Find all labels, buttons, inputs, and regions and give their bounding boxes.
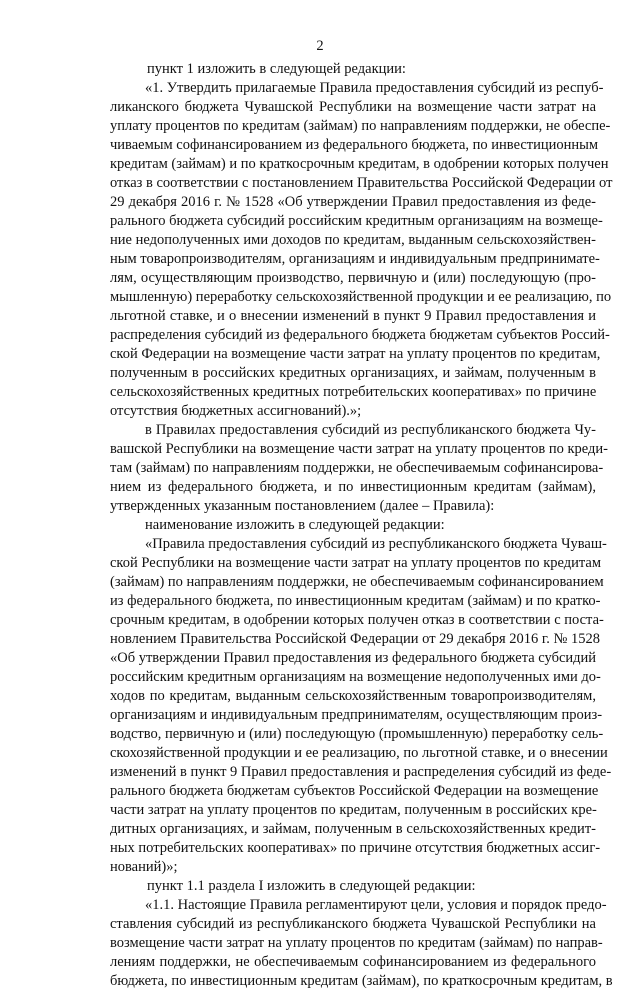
- text-line: новлением Правительства Российской Федерации от 29 декабря 2016 г. № 1528: [110, 631, 600, 647]
- text-line: там (займам) по направлениям поддержки, не обеспечиваемым софинансирова-: [110, 460, 604, 476]
- text-line: отказ в соответствии с постановлением Правительства Российской Федерации от: [110, 175, 613, 191]
- text-line: возмещение части затрат на уплату процентов по кредитам (займам) по направ-: [110, 935, 603, 951]
- text-line: мышленную) переработку сельскохозяйственной продукции и ее реализацию, по: [110, 289, 612, 305]
- text-line: нием из федерального бюджета, и по инвестиционным кредитам (займам),: [110, 479, 596, 495]
- text-line: в Правилах предоставления субсидий из республиканского бюджета Чу-: [145, 422, 596, 438]
- text-line: лениям поддержки, не обеспечиваемым софинансированием из федерального: [110, 954, 596, 970]
- page-number: 2: [316, 38, 324, 54]
- text-line: пункт 1.1 раздела I изложить в следующей редакции:: [147, 878, 476, 894]
- text-line: ние недополученных ими доходов по кредитам, выданным сельскохозяйствен-: [110, 232, 596, 248]
- text-line: (займам) по направлениям поддержки, не обеспечиваемым софинансированием: [110, 574, 604, 590]
- text-line: «Об утверждении Правил предоставления из федерального бюджета субсидий: [110, 650, 597, 666]
- text-line: организациям и индивидуальным предпринимателям, осуществляющим произ-: [110, 707, 603, 723]
- paragraph: [110, 535, 612, 877]
- text-line: срочным кредитам, в одобрении которых получен отказ в соответствии с поста-: [110, 612, 604, 628]
- text-line: нований)»;: [110, 859, 178, 875]
- paragraph: [110, 421, 608, 516]
- text-line: пункт 1 изложить в следующей редакции:: [147, 61, 406, 77]
- paragraph: [110, 60, 596, 79]
- paragraph: [110, 516, 596, 535]
- text-line: уплату процентов по кредитам (займам) по направлениям поддержки, не обеспе-: [110, 118, 611, 134]
- text-line: чиваемым софинансированием из федерального бюджета, по инвестиционным: [110, 137, 599, 153]
- text-line: льготной ставке, и о внесении изменений в пункт 9 Правил предоставления и: [110, 308, 596, 324]
- text-line: рального бюджета бюджетам субъектов Российской Федерации на возмещение: [110, 783, 599, 799]
- text-line: бюджета, по инвестиционным кредитам (займам), по краткосрочным кредитам, в: [110, 973, 613, 989]
- text-line: наименование изложить в следующей редакции:: [145, 517, 445, 533]
- text-line: ской Республики на возмещение части затрат на уплату процентов по кредитам: [110, 555, 602, 571]
- text-line: скохозяйственной продукции и ее реализацию, по льготной ставке, и о внесении: [110, 745, 608, 761]
- paragraph: [110, 79, 613, 421]
- text-line: «1. Утвердить прилагаемые Правила предоставления субсидий из респуб-: [145, 80, 604, 96]
- text-line: водство, первичную и (или) последующую (промышленную) переработку сель-: [110, 726, 604, 742]
- text-line: распределения субсидий из федерального бюджета бюджетам субъектов Россий-: [110, 327, 610, 343]
- text-line: ской Федерации на возмещение части затрат на уплату процентов по кредитам,: [110, 346, 601, 362]
- text-line: рального бюджета субсидий российским кредитным организациям на возмеще-: [110, 213, 603, 229]
- text-line: изменений в пункт 9 Правил предоставления и распределения субсидий из феде-: [110, 764, 612, 780]
- text-line: полученным в российских кредитных организациях, и займам, полученным в: [110, 365, 596, 381]
- text-line: ным товаропроизводителям, организациям и индивидуальным предпринимате-: [110, 251, 600, 267]
- text-line: российским кредитным организациям на возмещение недополученных ими до-: [110, 669, 601, 685]
- text-line: кредитам (займам) и по краткосрочным кредитам, в одобрении которых получен: [110, 156, 609, 172]
- text-line: «Правила предоставления субсидий из республиканского бюджета Чуваш-: [145, 536, 607, 552]
- text-line: сельскохозяйственных кредитных потребительских кооперативах» по причине: [110, 384, 597, 400]
- text-line: «1.1. Настоящие Правила регламентируют цели, условия и порядок предо-: [145, 897, 607, 913]
- text-line: ходов по кредитам, выданным сельскохозяйственным товаропроизводителям,: [110, 688, 596, 704]
- text-line: части затрат на уплату процентов по кредитам, полученным в российских кре-: [110, 802, 597, 818]
- text-line: из федерального бюджета, по инвестиционным кредитам (займам) и по кратко-: [110, 593, 601, 609]
- text-line: отсутствия бюджетных ассигнований).»;: [110, 403, 362, 419]
- text-line: ликанского бюджета Чувашской Республики на возмещение части затрат на: [110, 99, 596, 115]
- text-line: лям, осуществляющим производство, первичную и (или) последующую (про-: [110, 270, 596, 286]
- text-line: утвержденных указанным постановлением (далее – Правила):: [110, 498, 495, 514]
- text-line: 29 декабря 2016 г. № 1528 «Об утверждении Правил предоставления из феде-: [110, 194, 596, 210]
- text-line: ставления субсидий из республиканского бюджета Чувашской Республики на: [110, 916, 596, 932]
- text-line: дитных организациях, и займам, полученным в сельскохозяйственных кредит-: [110, 821, 596, 837]
- paragraph: [110, 877, 596, 896]
- document-body: [110, 60, 613, 991]
- text-line: вашской Республики на возмещение части затрат на уплату процентов по креди-: [110, 441, 608, 457]
- text-line: ных потребительских кооперативах» по причине отсутствия бюджетных ассиг-: [110, 840, 601, 856]
- paragraph: [110, 896, 613, 991]
